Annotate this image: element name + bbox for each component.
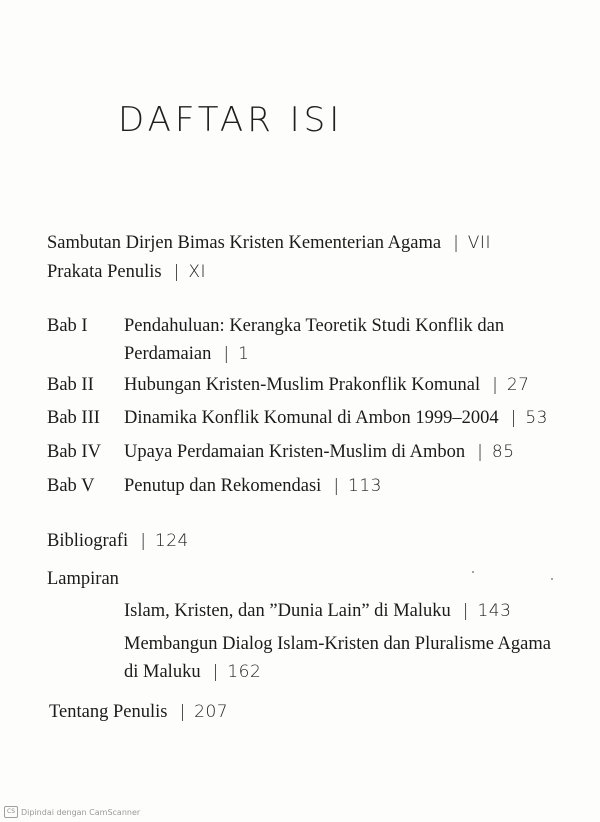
chapter-label-3: Bab III xyxy=(47,408,100,428)
chapter-title-3 xyxy=(124,408,548,429)
toc-entry-text: Prakata Penulis xyxy=(47,262,162,282)
chapter-title-5 xyxy=(124,476,382,497)
toc-separator: | xyxy=(453,233,459,253)
toc-page-number: 207 xyxy=(194,702,229,722)
scan-speck xyxy=(472,571,474,573)
scan-speck xyxy=(551,578,553,580)
toc-page-number: 85 xyxy=(491,442,515,462)
toc-heading-lampiran: Lampiran xyxy=(47,569,119,589)
toc-entry-bibliografi xyxy=(47,531,189,552)
toc-page-number: 124 xyxy=(154,531,189,551)
toc-separator: | xyxy=(492,375,498,395)
toc-separator: | xyxy=(140,531,146,551)
chapter-title-2 xyxy=(124,375,529,396)
toc-page-number: 27 xyxy=(506,375,530,395)
chapter-title-1: Pendahuluan: Kerangka Teoretik Studi Konflik dan xyxy=(124,316,505,336)
scanner-watermark xyxy=(4,806,140,818)
toc-separator: | xyxy=(462,601,469,621)
toc-page-number: 113 xyxy=(348,476,382,496)
toc-entry-text: Tentang Penulis xyxy=(49,702,168,722)
toc-page-number: 143 xyxy=(477,601,512,621)
toc-separator: | xyxy=(477,442,483,462)
toc-entry-text: Bibliografi xyxy=(47,531,129,551)
toc-page-number: VII xyxy=(467,233,491,253)
toc-page-number: 162 xyxy=(227,662,262,682)
toc-separator: | xyxy=(223,344,230,364)
toc-entry-text: Hubungan Kristen-Muslim Prakonflik Komunal xyxy=(124,375,481,395)
toc-separator: | xyxy=(510,408,517,428)
toc-entry-prakata xyxy=(47,262,206,283)
toc-entry-text: Dinamika Konflik Komunal di Ambon 1999–2004 xyxy=(124,408,499,428)
toc-page-number: 1 xyxy=(238,344,250,364)
appendix-item-1 xyxy=(124,601,511,622)
toc-entry-text: di Maluku xyxy=(124,662,201,682)
watermark-text: Dipindai dengan CamScanner xyxy=(21,807,141,817)
toc-entry-tentang-penulis xyxy=(49,702,228,723)
page-title: DAFTAR ISI xyxy=(118,100,344,140)
camscanner-icon: CS xyxy=(4,806,18,818)
toc-entry-text: Islam, Kristen, dan ”Dunia Lain” di Maluku xyxy=(124,601,451,621)
chapter-title-1-cont xyxy=(124,344,249,365)
toc-page-number: 53 xyxy=(525,408,548,428)
toc-entry-text: Perdamaian xyxy=(124,344,212,364)
chapter-title-4 xyxy=(124,442,515,463)
appendix-item-2-cont xyxy=(124,662,261,683)
chapter-label-2: Bab II xyxy=(47,375,94,395)
toc-entry-text: Penutup dan Rekomendasi xyxy=(124,476,322,496)
chapter-label-1: Bab I xyxy=(47,316,88,336)
toc-entry-text: Sambutan Dirjen Bimas Kristen Kementerian Agama xyxy=(47,233,442,253)
appendix-item-2: Membangun Dialog Islam-Kristen dan Pluralisme Agama xyxy=(124,634,551,654)
toc-separator: | xyxy=(333,476,340,496)
toc-separator: | xyxy=(173,262,180,282)
chapter-label-4: Bab IV xyxy=(47,442,101,462)
toc-entry-sambutan xyxy=(47,233,491,254)
toc-entry-text: Upaya Perdamaian Kristen-Muslim di Ambon xyxy=(124,442,466,462)
toc-separator: | xyxy=(212,662,219,682)
toc-page-number: XI xyxy=(188,262,206,282)
chapter-label-5: Bab V xyxy=(47,476,95,496)
toc-separator: | xyxy=(179,702,186,722)
